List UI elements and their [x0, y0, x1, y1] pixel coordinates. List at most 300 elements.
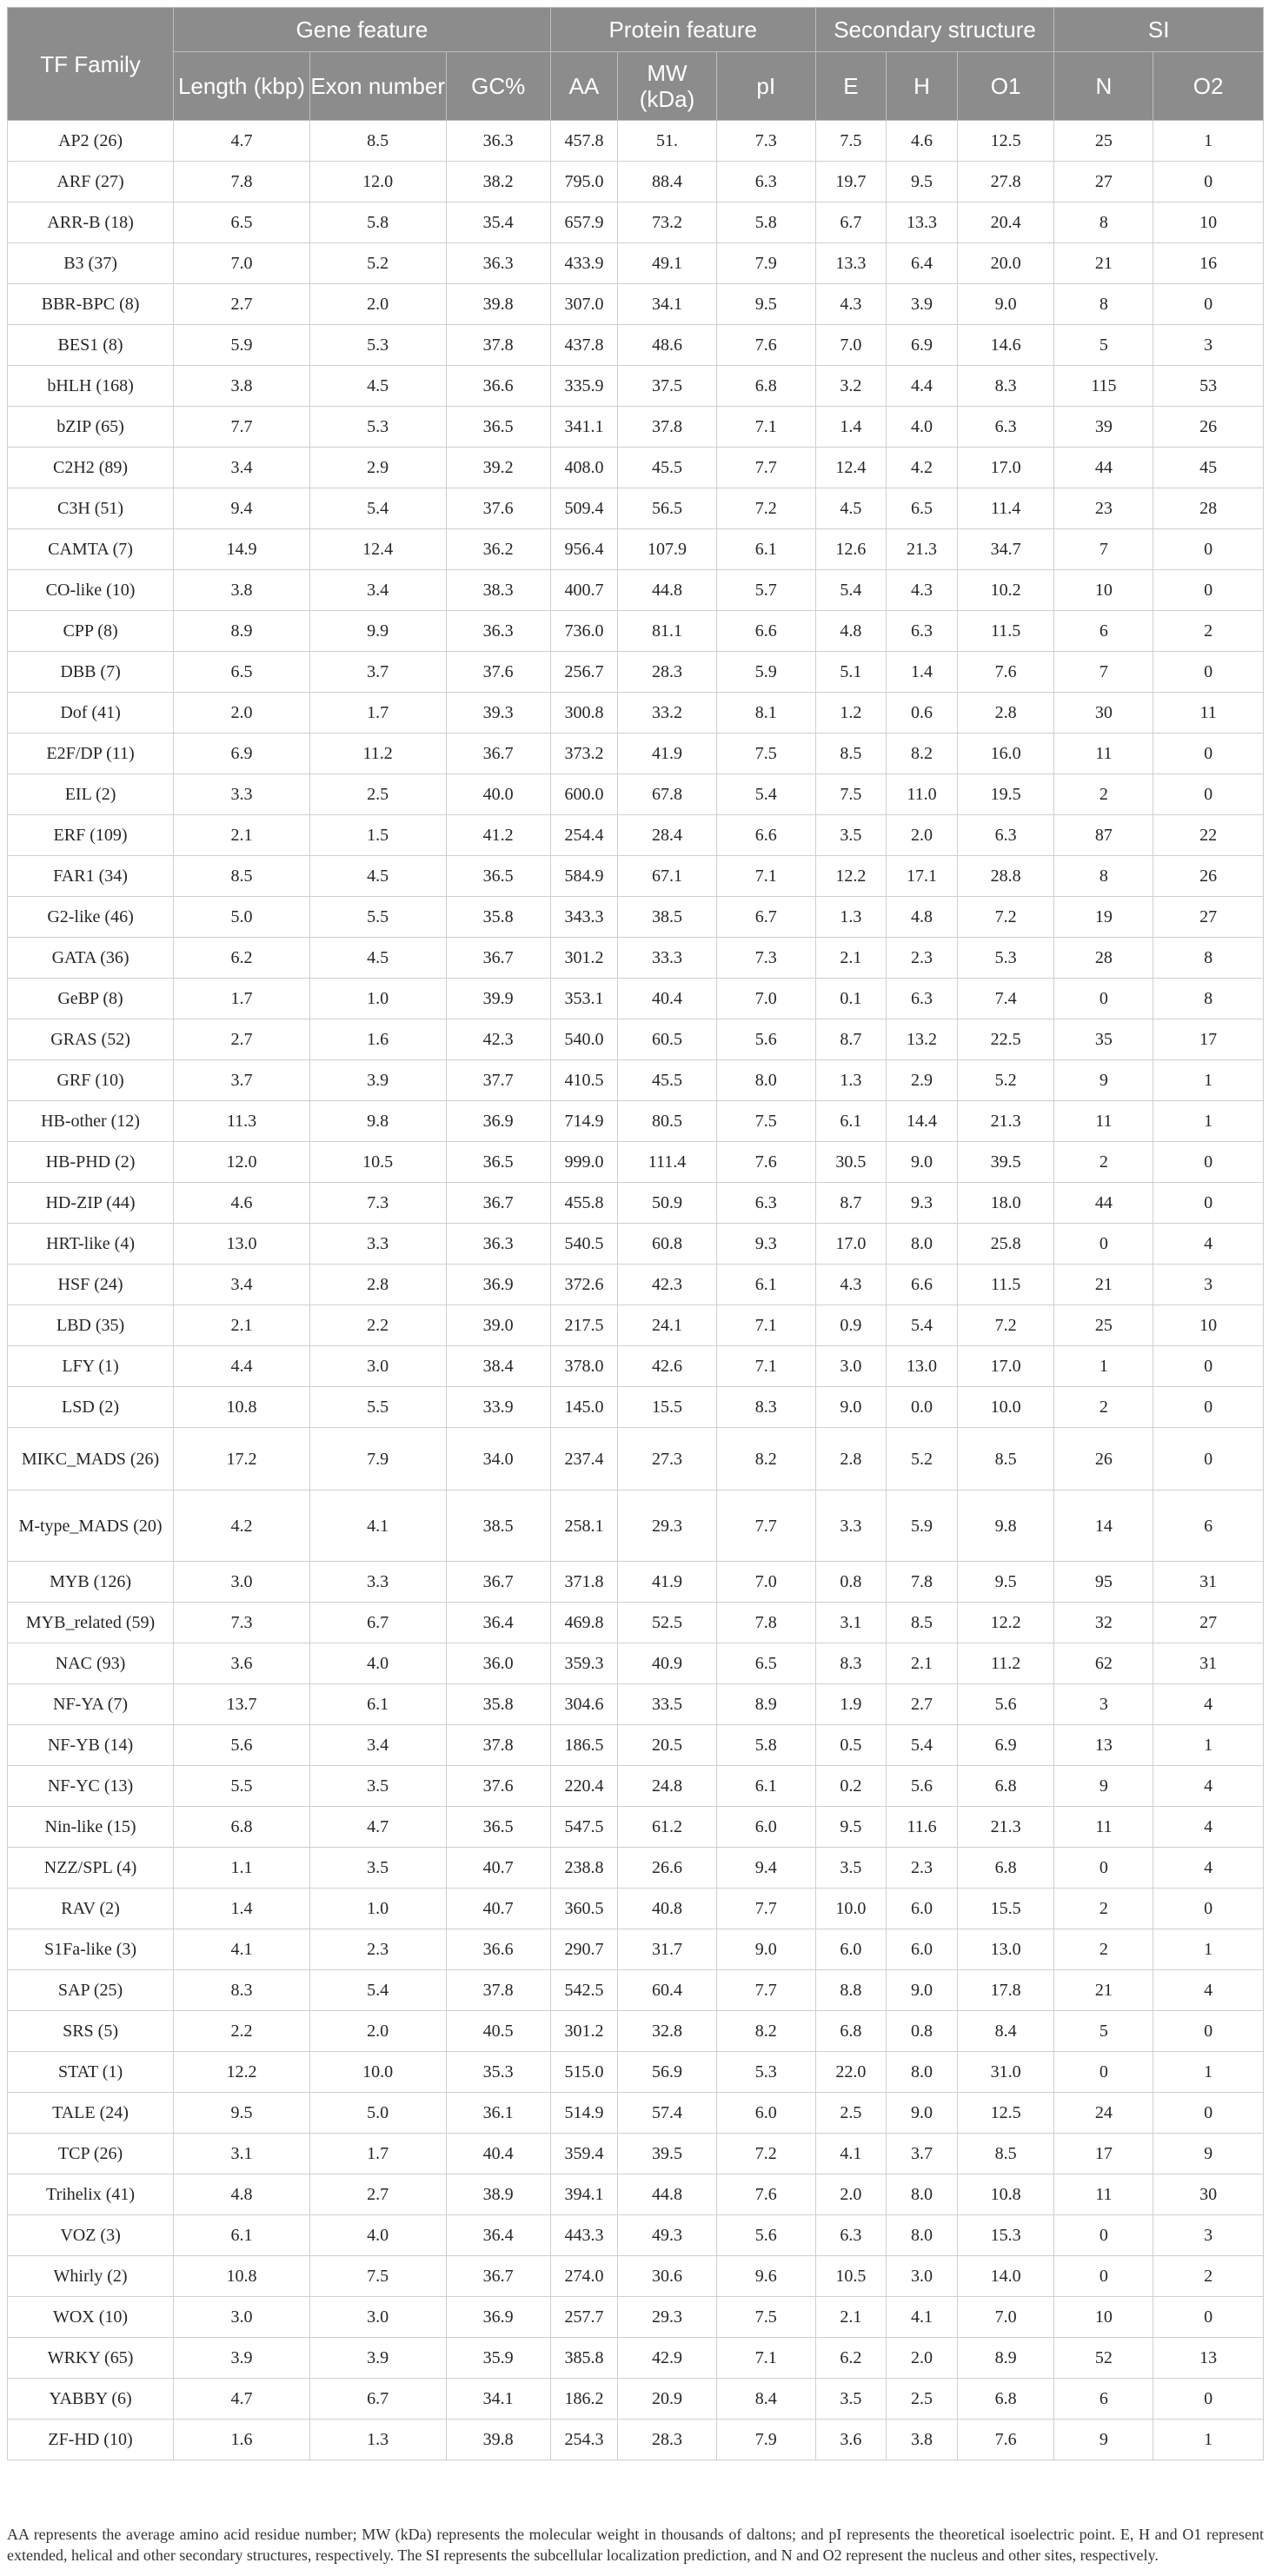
value-cell: 1.9: [815, 1684, 887, 1725]
value-cell: 6.9: [957, 1725, 1054, 1766]
value-cell: 2.1: [815, 938, 887, 979]
value-cell: 0: [1153, 162, 1264, 202]
value-cell: 220.4: [550, 1766, 617, 1807]
value-cell: 353.1: [550, 979, 617, 1019]
table-row: [8, 1929, 1264, 1970]
value-cell: 3.6: [174, 1643, 310, 1684]
value-cell: 1.0: [309, 979, 446, 1019]
tf-family-cell: Whirly (2): [8, 2256, 174, 2297]
value-cell: 7.7: [716, 1970, 815, 2011]
table-row: [8, 1224, 1264, 1265]
value-cell: 7.5: [815, 121, 887, 162]
value-cell: 217.5: [550, 1305, 617, 1346]
value-cell: 39.8: [446, 284, 550, 325]
value-cell: 17.0: [815, 1224, 887, 1265]
table-row: [8, 1346, 1264, 1387]
value-cell: 67.8: [618, 774, 717, 815]
value-cell: 8: [1153, 979, 1264, 1019]
value-cell: 36.1: [446, 2093, 550, 2134]
value-cell: 17.0: [957, 1346, 1054, 1387]
value-cell: 443.3: [550, 2215, 617, 2256]
value-cell: 4: [1153, 1684, 1264, 1725]
value-cell: 25: [1054, 121, 1153, 162]
value-cell: 7.6: [957, 652, 1054, 693]
table-row: [8, 407, 1264, 448]
value-cell: 37.8: [446, 1970, 550, 2011]
table-row: [8, 2297, 1264, 2338]
value-cell: 11: [1054, 734, 1153, 774]
value-cell: 29.3: [618, 1490, 717, 1562]
value-cell: 21.3: [957, 1807, 1054, 1848]
tf-family-cell: CO-like (10): [8, 570, 174, 611]
value-cell: 7.6: [716, 2174, 815, 2215]
value-cell: 36.9: [446, 2297, 550, 2338]
header-o2: O2: [1153, 52, 1264, 121]
value-cell: 274.0: [550, 2256, 617, 2297]
value-cell: 4: [1153, 1848, 1264, 1889]
value-cell: 5.5: [309, 897, 446, 938]
value-cell: 254.4: [550, 815, 617, 856]
value-cell: 5.6: [957, 1684, 1054, 1725]
value-cell: 3.3: [174, 774, 310, 815]
value-cell: 9.9: [309, 611, 446, 652]
value-cell: 11.3: [174, 1101, 310, 1142]
table-body: [8, 121, 1264, 2460]
value-cell: 10: [1153, 202, 1264, 243]
value-cell: 15.5: [957, 1889, 1054, 1929]
value-cell: 6.5: [716, 1643, 815, 1684]
value-cell: 44.8: [618, 570, 717, 611]
value-cell: 7.5: [815, 774, 887, 815]
value-cell: 3.3: [815, 1490, 887, 1562]
value-cell: 5.3: [309, 407, 446, 448]
value-cell: 1.3: [815, 1060, 887, 1101]
value-cell: 301.2: [550, 2011, 617, 2052]
value-cell: 5.2: [887, 1428, 958, 1490]
value-cell: 2.2: [174, 2011, 310, 2052]
value-cell: 17: [1153, 1019, 1264, 1060]
value-cell: 14.4: [887, 1101, 958, 1142]
value-cell: 7.5: [309, 2256, 446, 2297]
value-cell: 4.5: [309, 366, 446, 407]
value-cell: 9.5: [957, 1562, 1054, 1603]
value-cell: 7.7: [174, 407, 310, 448]
value-cell: 36.5: [446, 407, 550, 448]
value-cell: 7.2: [716, 488, 815, 529]
value-cell: 1.4: [174, 1889, 310, 1929]
value-cell: 6.1: [716, 1265, 815, 1305]
value-cell: 6.3: [957, 815, 1054, 856]
value-cell: 0.0: [887, 1387, 958, 1428]
value-cell: 2: [1054, 1142, 1153, 1183]
value-cell: 40.4: [446, 2134, 550, 2174]
value-cell: 52: [1054, 2338, 1153, 2379]
value-cell: 36.6: [446, 1929, 550, 1970]
value-cell: 14.6: [957, 325, 1054, 366]
table-row: [8, 1183, 1264, 1224]
value-cell: 1.7: [309, 2134, 446, 2174]
value-cell: 8.7: [815, 1019, 887, 1060]
value-cell: 48.6: [618, 325, 717, 366]
value-cell: 14.0: [957, 2256, 1054, 2297]
value-cell: 7.2: [957, 1305, 1054, 1346]
value-cell: 44: [1054, 448, 1153, 488]
value-cell: 81.1: [618, 611, 717, 652]
table-row: [8, 1490, 1264, 1562]
value-cell: 15.3: [957, 2215, 1054, 2256]
value-cell: 5.7: [716, 570, 815, 611]
value-cell: 290.7: [550, 1929, 617, 1970]
table-row: [8, 1889, 1264, 1929]
value-cell: 547.5: [550, 1807, 617, 1848]
value-cell: 35: [1054, 1019, 1153, 1060]
value-cell: 13.0: [957, 1929, 1054, 1970]
table-row: [8, 856, 1264, 897]
value-cell: 8: [1054, 856, 1153, 897]
value-cell: 0: [1153, 284, 1264, 325]
value-cell: 2.8: [309, 1265, 446, 1305]
table-row: [8, 366, 1264, 407]
value-cell: 7.2: [957, 897, 1054, 938]
value-cell: 2.3: [887, 1848, 958, 1889]
value-cell: 6: [1153, 1490, 1264, 1562]
value-cell: 7.3: [716, 938, 815, 979]
value-cell: 4.3: [815, 284, 887, 325]
value-cell: 16.0: [957, 734, 1054, 774]
value-cell: 41.2: [446, 815, 550, 856]
value-cell: 956.4: [550, 529, 617, 570]
value-cell: 8.4: [957, 2011, 1054, 2052]
value-cell: 24.8: [618, 1766, 717, 1807]
value-cell: 32: [1054, 1603, 1153, 1643]
value-cell: 49.1: [618, 243, 717, 284]
value-cell: 6.5: [887, 488, 958, 529]
value-cell: 6.8: [957, 2379, 1054, 2420]
value-cell: 4.1: [887, 2297, 958, 2338]
value-cell: 8: [1054, 284, 1153, 325]
value-cell: 3: [1153, 325, 1264, 366]
value-cell: 2.0: [309, 2011, 446, 2052]
value-cell: 42.6: [618, 1346, 717, 1387]
value-cell: 0: [1153, 774, 1264, 815]
value-cell: 5: [1054, 325, 1153, 366]
table-row: [8, 1305, 1264, 1346]
value-cell: 34.1: [618, 284, 717, 325]
value-cell: 8.3: [174, 1970, 310, 2011]
value-cell: 11.2: [957, 1643, 1054, 1684]
table-row: [8, 611, 1264, 652]
value-cell: 53: [1153, 366, 1264, 407]
tf-family-cell: G2-like (46): [8, 897, 174, 938]
value-cell: 0: [1153, 2093, 1264, 2134]
tf-family-cell: HD-ZIP (44): [8, 1183, 174, 1224]
value-cell: 4.1: [309, 1490, 446, 1562]
value-cell: 9.4: [716, 1848, 815, 1889]
value-cell: 359.3: [550, 1643, 617, 1684]
value-cell: 13.7: [174, 1684, 310, 1725]
value-cell: 2.0: [309, 284, 446, 325]
value-cell: 1.4: [815, 407, 887, 448]
header-exon-number: Exon number: [309, 52, 446, 121]
value-cell: 11: [1153, 693, 1264, 734]
header-aa: AA: [550, 52, 617, 121]
value-cell: 35.8: [446, 1684, 550, 1725]
value-cell: 61.2: [618, 1807, 717, 1848]
value-cell: 8.0: [716, 1060, 815, 1101]
value-cell: 21.3: [957, 1101, 1054, 1142]
value-cell: 12.6: [815, 529, 887, 570]
value-cell: 6.6: [716, 611, 815, 652]
value-cell: 5.1: [815, 652, 887, 693]
value-cell: 3.9: [309, 2338, 446, 2379]
value-cell: 7: [1054, 529, 1153, 570]
value-cell: 49.3: [618, 2215, 717, 2256]
value-cell: 10: [1054, 570, 1153, 611]
value-cell: 39.3: [446, 693, 550, 734]
value-cell: 10.8: [174, 1387, 310, 1428]
value-cell: 20.5: [618, 1725, 717, 1766]
value-cell: 0.6: [887, 693, 958, 734]
tf-family-cell: ARF (27): [8, 162, 174, 202]
value-cell: 24: [1054, 2093, 1153, 2134]
value-cell: 8.0: [887, 1224, 958, 1265]
value-cell: 25.8: [957, 1224, 1054, 1265]
value-cell: 38.5: [446, 1490, 550, 1562]
value-cell: 7.9: [716, 2420, 815, 2460]
tf-family-cell: GRAS (52): [8, 1019, 174, 1060]
table-row: [8, 938, 1264, 979]
table-wrapper: [7, 7, 1264, 2460]
value-cell: 19.7: [815, 162, 887, 202]
value-cell: 19: [1054, 897, 1153, 938]
value-cell: 25: [1054, 1305, 1153, 1346]
value-cell: 28.3: [618, 652, 717, 693]
value-cell: 11.4: [957, 488, 1054, 529]
value-cell: 37.6: [446, 488, 550, 529]
table-row: [8, 325, 1264, 366]
value-cell: 7.1: [716, 407, 815, 448]
value-cell: 115: [1054, 366, 1153, 407]
table-row: [8, 2256, 1264, 2297]
value-cell: 10: [1054, 2297, 1153, 2338]
value-cell: 9.4: [174, 488, 310, 529]
value-cell: 4.2: [174, 1490, 310, 1562]
tf-family-cell: GATA (36): [8, 938, 174, 979]
value-cell: 7.8: [716, 1603, 815, 1643]
table-row: [8, 1684, 1264, 1725]
value-cell: 257.7: [550, 2297, 617, 2338]
value-cell: 5.9: [716, 652, 815, 693]
value-cell: 0.1: [815, 979, 887, 1019]
value-cell: 45.5: [618, 448, 717, 488]
value-cell: 6.0: [716, 2093, 815, 2134]
value-cell: 6.1: [716, 1766, 815, 1807]
value-cell: 32.8: [618, 2011, 717, 2052]
value-cell: 5.6: [716, 2215, 815, 2256]
value-cell: 95: [1054, 1562, 1153, 1603]
value-cell: 36.0: [446, 1643, 550, 1684]
value-cell: 5.3: [716, 2052, 815, 2093]
value-cell: 29.3: [618, 2297, 717, 2338]
tf-family-cell: BES1 (8): [8, 325, 174, 366]
value-cell: 36.2: [446, 529, 550, 570]
value-cell: 13.3: [815, 243, 887, 284]
value-cell: 12.5: [957, 121, 1054, 162]
tf-family-cell: YABBY (6): [8, 2379, 174, 2420]
value-cell: 359.4: [550, 2134, 617, 2174]
table-row: [8, 1725, 1264, 1766]
header-group-secondary-structure: Secondary structure: [815, 8, 1054, 52]
table-row: [8, 2379, 1264, 2420]
table-row: [8, 979, 1264, 1019]
value-cell: 45: [1153, 448, 1264, 488]
value-cell: 3.4: [309, 570, 446, 611]
value-cell: 7.0: [957, 2297, 1054, 2338]
value-cell: 2.1: [174, 815, 310, 856]
value-cell: 455.8: [550, 1183, 617, 1224]
value-cell: 6.1: [815, 1101, 887, 1142]
value-cell: 0: [1153, 2379, 1264, 2420]
value-cell: 24.1: [618, 1305, 717, 1346]
value-cell: 28.8: [957, 856, 1054, 897]
value-cell: 10.5: [815, 2256, 887, 2297]
value-cell: 509.4: [550, 488, 617, 529]
value-cell: 4.2: [887, 448, 958, 488]
value-cell: 2.0: [887, 2338, 958, 2379]
value-cell: 307.0: [550, 284, 617, 325]
header-tf-family: TF Family: [8, 8, 174, 121]
value-cell: 0: [1153, 1889, 1264, 1929]
value-cell: 8.0: [887, 2215, 958, 2256]
value-cell: 17.1: [887, 856, 958, 897]
header-group-gene-feature: Gene feature: [174, 8, 551, 52]
value-cell: 9: [1054, 2420, 1153, 2460]
value-cell: 5.4: [887, 1305, 958, 1346]
table-header: [8, 8, 1264, 121]
value-cell: 40.9: [618, 1643, 717, 1684]
value-cell: 7.9: [309, 1428, 446, 1490]
value-cell: 300.8: [550, 693, 617, 734]
value-cell: 6.1: [309, 1684, 446, 1725]
value-cell: 6.3: [887, 979, 958, 1019]
value-cell: 31.0: [957, 2052, 1054, 2093]
value-cell: 3.0: [887, 2256, 958, 2297]
value-cell: 469.8: [550, 1603, 617, 1643]
table-row: [8, 1060, 1264, 1101]
value-cell: 23: [1054, 488, 1153, 529]
tf-family-cell: GRF (10): [8, 1060, 174, 1101]
value-cell: 514.9: [550, 2093, 617, 2134]
value-cell: 7.3: [174, 1603, 310, 1643]
value-cell: 0: [1153, 1183, 1264, 1224]
value-cell: 28.4: [618, 815, 717, 856]
value-cell: 36.6: [446, 366, 550, 407]
value-cell: 13.0: [887, 1346, 958, 1387]
table-row: [8, 1019, 1264, 1060]
value-cell: 1.3: [309, 2420, 446, 2460]
value-cell: 1: [1153, 1929, 1264, 1970]
value-cell: 6.9: [887, 325, 958, 366]
value-cell: 8.3: [716, 1387, 815, 1428]
value-cell: 2.5: [887, 2379, 958, 2420]
tf-family-cell: GeBP (8): [8, 979, 174, 1019]
value-cell: 12.5: [957, 2093, 1054, 2134]
value-cell: 6.4: [887, 243, 958, 284]
value-cell: 10.0: [957, 1387, 1054, 1428]
value-cell: 1.5: [309, 815, 446, 856]
value-cell: 0: [1153, 529, 1264, 570]
value-cell: 540.5: [550, 1224, 617, 1265]
value-cell: 27: [1153, 897, 1264, 938]
header-pi: pI: [716, 52, 815, 121]
value-cell: 1.0: [309, 1889, 446, 1929]
value-cell: 373.2: [550, 734, 617, 774]
value-cell: 2.7: [309, 2174, 446, 2215]
tf-family-cell: M-type_MADS (20): [8, 1490, 174, 1562]
value-cell: 6.3: [716, 1183, 815, 1224]
tf-family-cell: Trihelix (41): [8, 2174, 174, 2215]
value-cell: 0.9: [815, 1305, 887, 1346]
value-cell: 38.4: [446, 1346, 550, 1387]
value-cell: 3.2: [815, 366, 887, 407]
value-cell: 5.5: [309, 1387, 446, 1428]
value-cell: 51.: [618, 121, 717, 162]
value-cell: 5.8: [716, 202, 815, 243]
table-row: [8, 1766, 1264, 1807]
header-mw: MW (kDa): [618, 52, 717, 121]
value-cell: 0.2: [815, 1766, 887, 1807]
value-cell: 8.5: [815, 734, 887, 774]
value-cell: 8.5: [957, 2134, 1054, 2174]
value-cell: 3: [1153, 1265, 1264, 1305]
value-cell: 8.3: [815, 1643, 887, 1684]
value-cell: 2.5: [815, 2093, 887, 2134]
table-row: [8, 1101, 1264, 1142]
value-cell: 4.5: [309, 856, 446, 897]
table-row: [8, 529, 1264, 570]
value-cell: 3.6: [815, 2420, 887, 2460]
value-cell: 410.5: [550, 1060, 617, 1101]
value-cell: 10.8: [174, 2256, 310, 2297]
value-cell: 42.3: [446, 1019, 550, 1060]
value-cell: 12.2: [957, 1603, 1054, 1643]
tf-family-cell: EIL (2): [8, 774, 174, 815]
value-cell: 9.6: [716, 2256, 815, 2297]
value-cell: 1.6: [174, 2420, 310, 2460]
value-cell: 3.3: [309, 1562, 446, 1603]
tf-family-cell: NZZ/SPL (4): [8, 1848, 174, 1889]
value-cell: 30: [1054, 693, 1153, 734]
value-cell: 714.9: [550, 1101, 617, 1142]
value-cell: 4.7: [174, 121, 310, 162]
tf-family-cell: NF-YC (13): [8, 1766, 174, 1807]
value-cell: 4.0: [887, 407, 958, 448]
value-cell: 11: [1054, 1807, 1153, 1848]
value-cell: 408.0: [550, 448, 617, 488]
value-cell: 4.0: [309, 1643, 446, 1684]
value-cell: 40.0: [446, 774, 550, 815]
value-cell: 7.6: [716, 1142, 815, 1183]
table-row: [8, 2215, 1264, 2256]
value-cell: 1: [1153, 1101, 1264, 1142]
value-cell: 7.8: [887, 1562, 958, 1603]
value-cell: 8.2: [887, 734, 958, 774]
value-cell: 56.9: [618, 2052, 717, 2093]
value-cell: 4.5: [815, 488, 887, 529]
tf-family-cell: FAR1 (34): [8, 856, 174, 897]
value-cell: 8.0: [887, 2174, 958, 2215]
value-cell: 0: [1153, 652, 1264, 693]
